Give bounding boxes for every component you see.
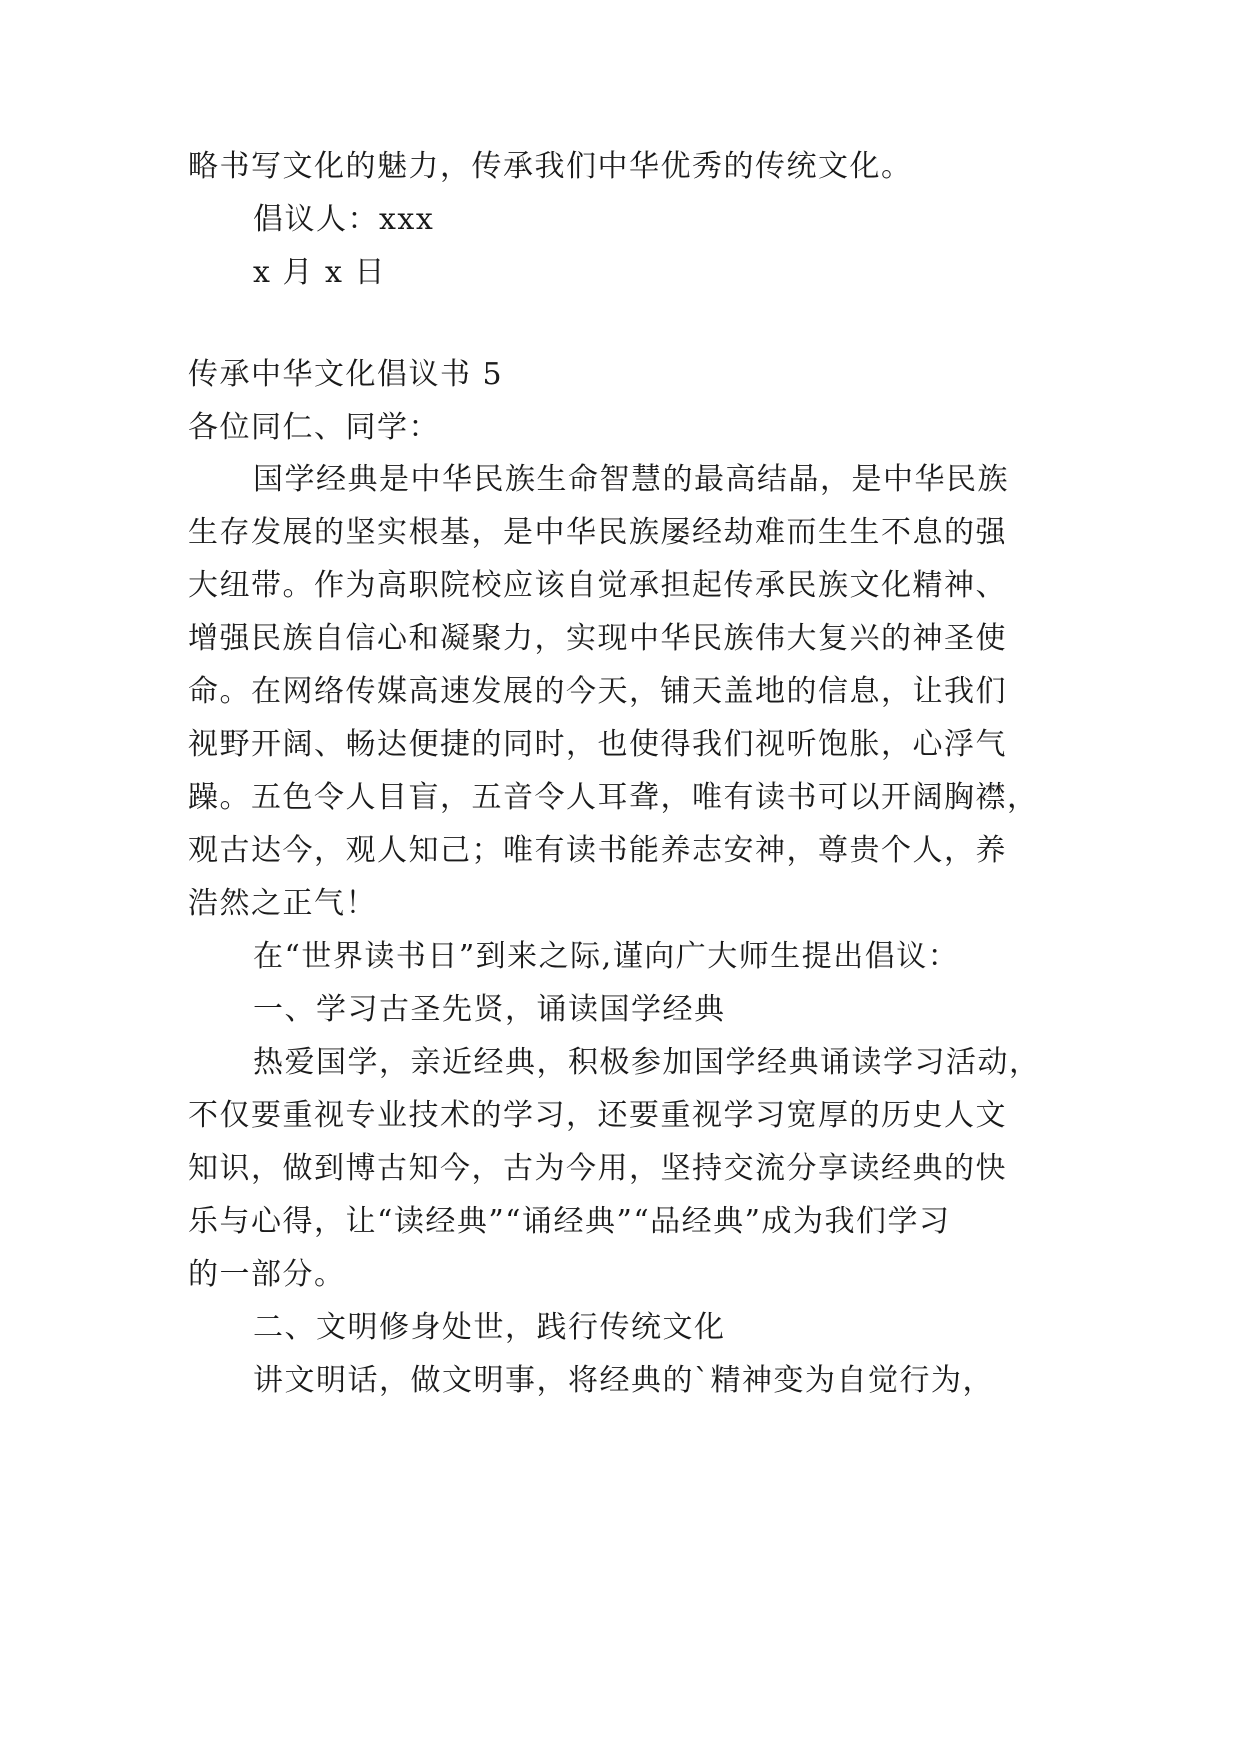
paragraph-line: 乐与心得，让“读经典”“诵经典”“品经典”成为我们学习 [188,1204,951,1239]
intro-line: 在“世界读书日”到来之际,谨向广大师生提出倡议： [253,939,960,974]
paragraph-line: 躁。五色令人目盲，五音令人耳聋，唯有读书可以开阔胸襟， [188,780,1039,815]
paragraph-line: 浩然之正气！ [188,886,377,921]
paragraph-line: 国学经典是中华民族生命智慧的最高结晶，是中华民族 [253,462,1009,497]
date-line: x 月 x 日 [253,255,386,290]
paragraph-line: 命。在网络传媒高速发展的今天，铺天盖地的信息，让我们 [188,674,1007,709]
salutation: 各位同仁、同学： [188,410,440,445]
section-heading-2: 二、文明修身处世，践行传统文化 [253,1310,726,1345]
paragraph-line: 知识，做到博古知今，古为今用，坚持交流分享读经典的快 [188,1151,1007,1186]
paragraph-line: 不仅要重视专业技术的学习，还要重视学习宽厚的历史人文 [188,1098,1007,1133]
closing-line: 略书写文化的魅力，传承我们中华优秀的传统文化。 [188,149,913,184]
paragraph-line: 生存发展的坚实根基，是中华民族屡经劫难而生生不息的强 [188,515,1007,550]
section-heading-1: 一、学习古圣先贤，诵读国学经典 [253,992,726,1027]
paragraph-line: 热爱国学，亲近经典，积极参加国学经典诵读学习活动， [253,1045,1041,1080]
document-title: 传承中华文化倡议书 5 [188,357,504,392]
paragraph-line: 的一部分。 [188,1257,346,1292]
paragraph-line: 增强民族自信心和凝聚力，实现中华民族伟大复兴的神圣使 [188,621,1007,656]
paragraph-line: 讲文明话，做文明事，将经典的`精神变为自觉行为， [253,1363,994,1398]
signer-line: 倡议人：xxx [253,202,435,237]
paragraph-line: 视野开阔、畅达便捷的同时，也使得我们视听饱胀，心浮气 [188,727,1007,762]
paragraph-line: 大纽带。作为高职院校应该自觉承担起传承民族文化精神、 [188,568,1007,603]
paragraph-line: 观古达今，观人知己；唯有读书能养志安神，尊贵个人，养 [188,833,1007,868]
